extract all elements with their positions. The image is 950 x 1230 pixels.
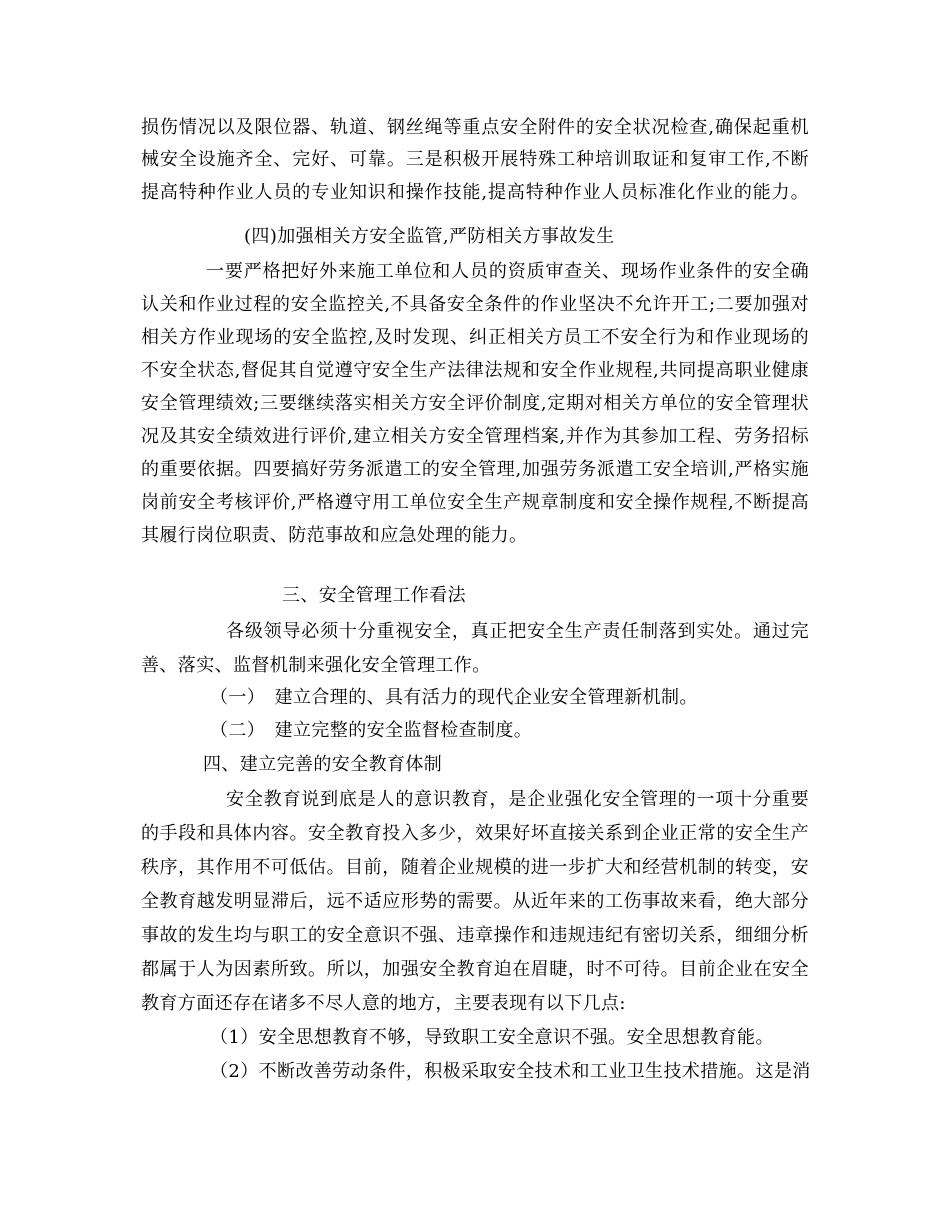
body-text-line: 况及其安全绩效进行评价,建立相关方安全管理档案,并作为其参加工程、劳务招标 xyxy=(141,426,809,447)
body-text-line: 的重要依据。四要搞好劳务派遣工的安全管理,加强劳务派遣工安全培训,严格实施 xyxy=(141,459,809,480)
body-text-line: 一要严格把好外来施工单位和人员的资质审查关、现场作业条件的安全确 xyxy=(206,261,809,282)
body-text-line: 其履行岗位职责、防范事故和应急处理的能力。 xyxy=(141,525,528,546)
body-text-line: 都属于人为因素所致。所以，加强安全教育迫在眉睫，时不可待。目前企业在安全 xyxy=(141,959,809,980)
body-text-line: 认关和作业过程的安全监控关,不具备安全条件的作业坚决不允许开工;二要加强对 xyxy=(141,294,809,315)
list-item: （2）不断改善劳动条件，积极采取安全技术和工业卫生技术措施。这是消 xyxy=(210,1061,811,1082)
body-text-line: 事故的发生均与职工的安全意识不强、违章操作和违规违纪有密切关系，细细分析 xyxy=(141,925,809,946)
list-item: （二） 建立完整的安全监督检查制度。 xyxy=(210,720,533,741)
body-text-line: 提高特种作业人员的专业知识和操作技能,提高特种作业人员标准化作业的能力。 xyxy=(141,182,809,203)
body-text-line: 各级领导必须十分重视安全，真正把安全生产责任制落到实处。通过完 xyxy=(226,621,809,642)
body-text-line: 相关方作业现场的安全监控,及时发现、纠正相关方员工不安全行为和作业现场的 xyxy=(141,327,809,348)
section-heading: 四、建立完善的安全教育体制 xyxy=(203,754,443,775)
body-text-line: 秩序，其作用不可低估。目前，随着企业规模的进一步扩大和经营机制的转变，安 xyxy=(141,857,809,878)
body-text-line: 械安全设施齐全、完好、可靠。三是积极开展特殊工种培训取证和复审工作,不断 xyxy=(141,149,809,170)
body-text-line: 不安全状态,督促其自觉遵守安全生产法律法规和安全作业规程,共同提高职业健康 xyxy=(141,360,809,381)
section-heading: (四)加强相关方安全监管,严防相关方事故发生 xyxy=(244,226,615,247)
body-text-line: 善、落实、监督机制来强化安全管理工作。 xyxy=(141,655,491,676)
body-text-line: 教育方面还存在诸多不尽人意的地方，主要表现有以下几点: xyxy=(141,993,626,1014)
body-text-line: 安全管理绩效;三要继续落实相关方安全评价制度,定期对相关方单位的安全管理状 xyxy=(141,393,809,414)
list-item: （一） 建立合理的、具有活力的现代企业安全管理新机制。 xyxy=(210,687,698,708)
list-item: （1）安全思想教育不够，导致职工安全意识不强。安全思想教育能。 xyxy=(210,1027,774,1048)
section-heading: 三、安全管理工作看法 xyxy=(282,585,466,606)
body-text-line: 全教育越发明显滞后，远不适应形势的需要。从近年来的工伤事故来看，绝大部分 xyxy=(141,891,809,912)
body-text-line: 岗前安全考核评价,严格遵守用工单位安全生产规章制度和安全操作规程,不断提高 xyxy=(141,492,809,513)
body-text-line: 的手段和具体内容。安全教育投入多少，效果好坏直接关系到企业正常的安全生产 xyxy=(141,823,809,844)
body-text-line: 损伤情况以及限位器、轨道、钢丝绳等重点安全附件的安全状况检查,确保起重机 xyxy=(141,117,809,138)
body-text-line: 安全教育说到底是人的意识教育，是企业强化安全管理的一项十分重要 xyxy=(226,789,809,810)
